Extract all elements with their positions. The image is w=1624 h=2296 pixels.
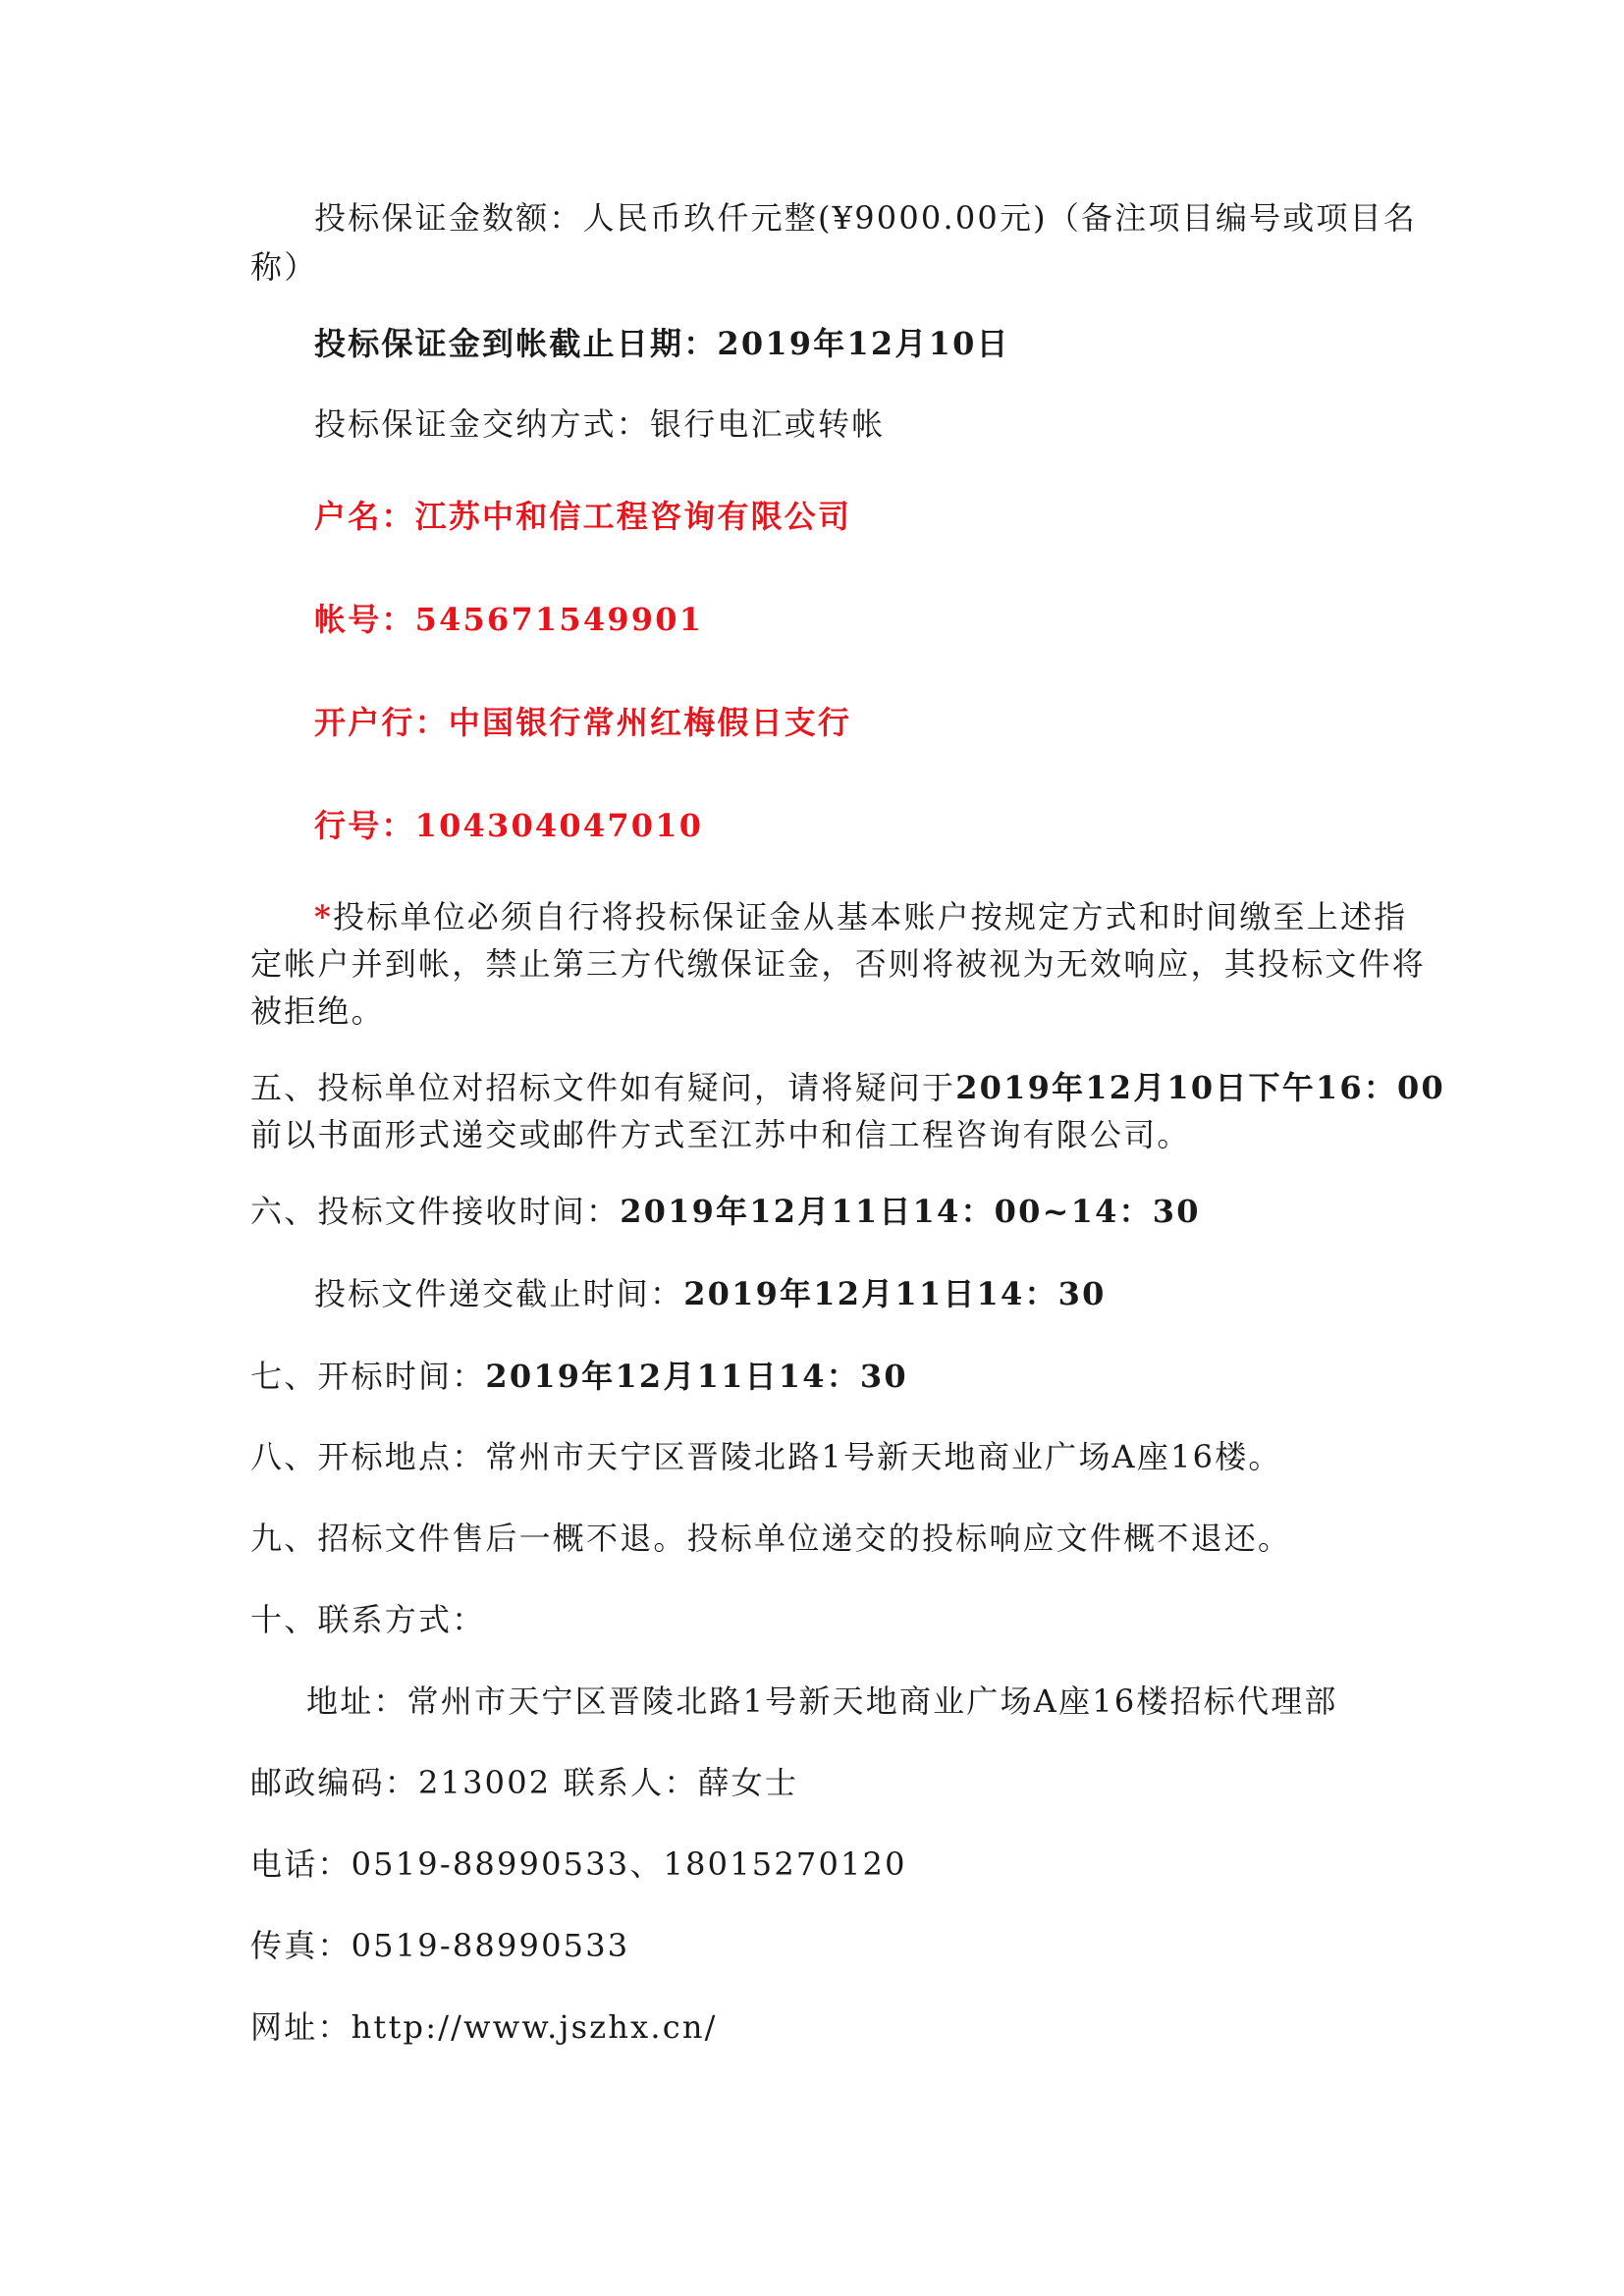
section7-time: 2019年12月11日14：30 [485,1358,908,1395]
section5-line1 [250,1069,1445,1106]
account-name: 户名：江苏中和信工程咨询有限公司 [314,498,852,535]
deposit-deadline-value: 2019年12月10日 [717,325,1010,362]
deposit-deadline [314,325,1010,362]
deposit-method: 投标保证金交纳方式：银行电汇或转帐 [314,405,886,443]
notice-line1-text: 投标单位必须自行将投标保证金从基本账户按规定方式和时间缴至上述指 [332,898,1408,935]
section5-text: 五、投标单位对招标文件如有疑问，请将疑问于 [250,1069,956,1106]
notice-star: * [314,898,333,935]
section7 [250,1358,908,1395]
account-number-label: 帐号： [314,601,415,638]
section5-line2: 前以书面形式递交或邮件方式至江苏中和信工程咨询有限公司。 [250,1116,1191,1153]
contact-address: 地址：常州市天宁区晋陵北路1号新天地商业广场A座16楼招标代理部 [306,1682,1338,1720]
section5-deadline: 2019年12月10日下午16：00 [955,1069,1445,1106]
section6-label: 六、投标文件接收时间： [250,1193,621,1230]
deposit-deadline-label: 投标保证金到帐截止日期： [314,325,718,362]
notice-line3: 被拒绝。 [250,992,385,1030]
deposit-amount-line1: 投标保证金数额：人民币玖仟元整(¥9000.00元)（备注项目编号或项目名 [314,199,1418,237]
contact-website: 网址：http://www.jszhx.cn/ [250,2008,718,2046]
notice-line1 [314,898,1408,935]
section6-line1 [250,1193,1201,1230]
bank-number-label: 行号： [314,807,415,844]
section9: 九、招标文件售后一概不退。投标单位递交的投标响应文件概不退还。 [250,1520,1292,1557]
section6-line2 [314,1275,1107,1312]
bank-name: 开户行：中国银行常州红梅假日支行 [314,704,852,741]
deposit-amount-line2: 称） [250,248,318,286]
contact-postcode: 邮政编码：213002 联系人：薛女士 [250,1764,799,1801]
section10-title: 十、联系方式： [250,1601,486,1638]
section6-deadline-label: 投标文件递交截止时间： [314,1275,684,1312]
notice-line2: 定帐户并到帐，禁止第三方代缴保证金，否则将被视为无效响应，其投标文件将 [250,945,1427,983]
contact-fax: 传真：0519-88990533 [250,1927,630,1964]
section8: 八、开标地点：常州市天宁区晋陵北路1号新天地商业广场A座16楼。 [250,1438,1282,1475]
bank-number [314,807,704,844]
section6-time: 2019年12月11日14：00~14：30 [620,1193,1201,1230]
account-number-value: 545671549901 [414,601,704,638]
section7-label: 七、开标时间： [250,1358,486,1395]
section6-deadline-time: 2019年12月11日14：30 [683,1275,1107,1312]
bank-number-value: 104304047010 [414,807,704,844]
account-number [314,601,704,638]
contact-phone: 电话：0519-88990533、18015270120 [250,1845,907,1883]
